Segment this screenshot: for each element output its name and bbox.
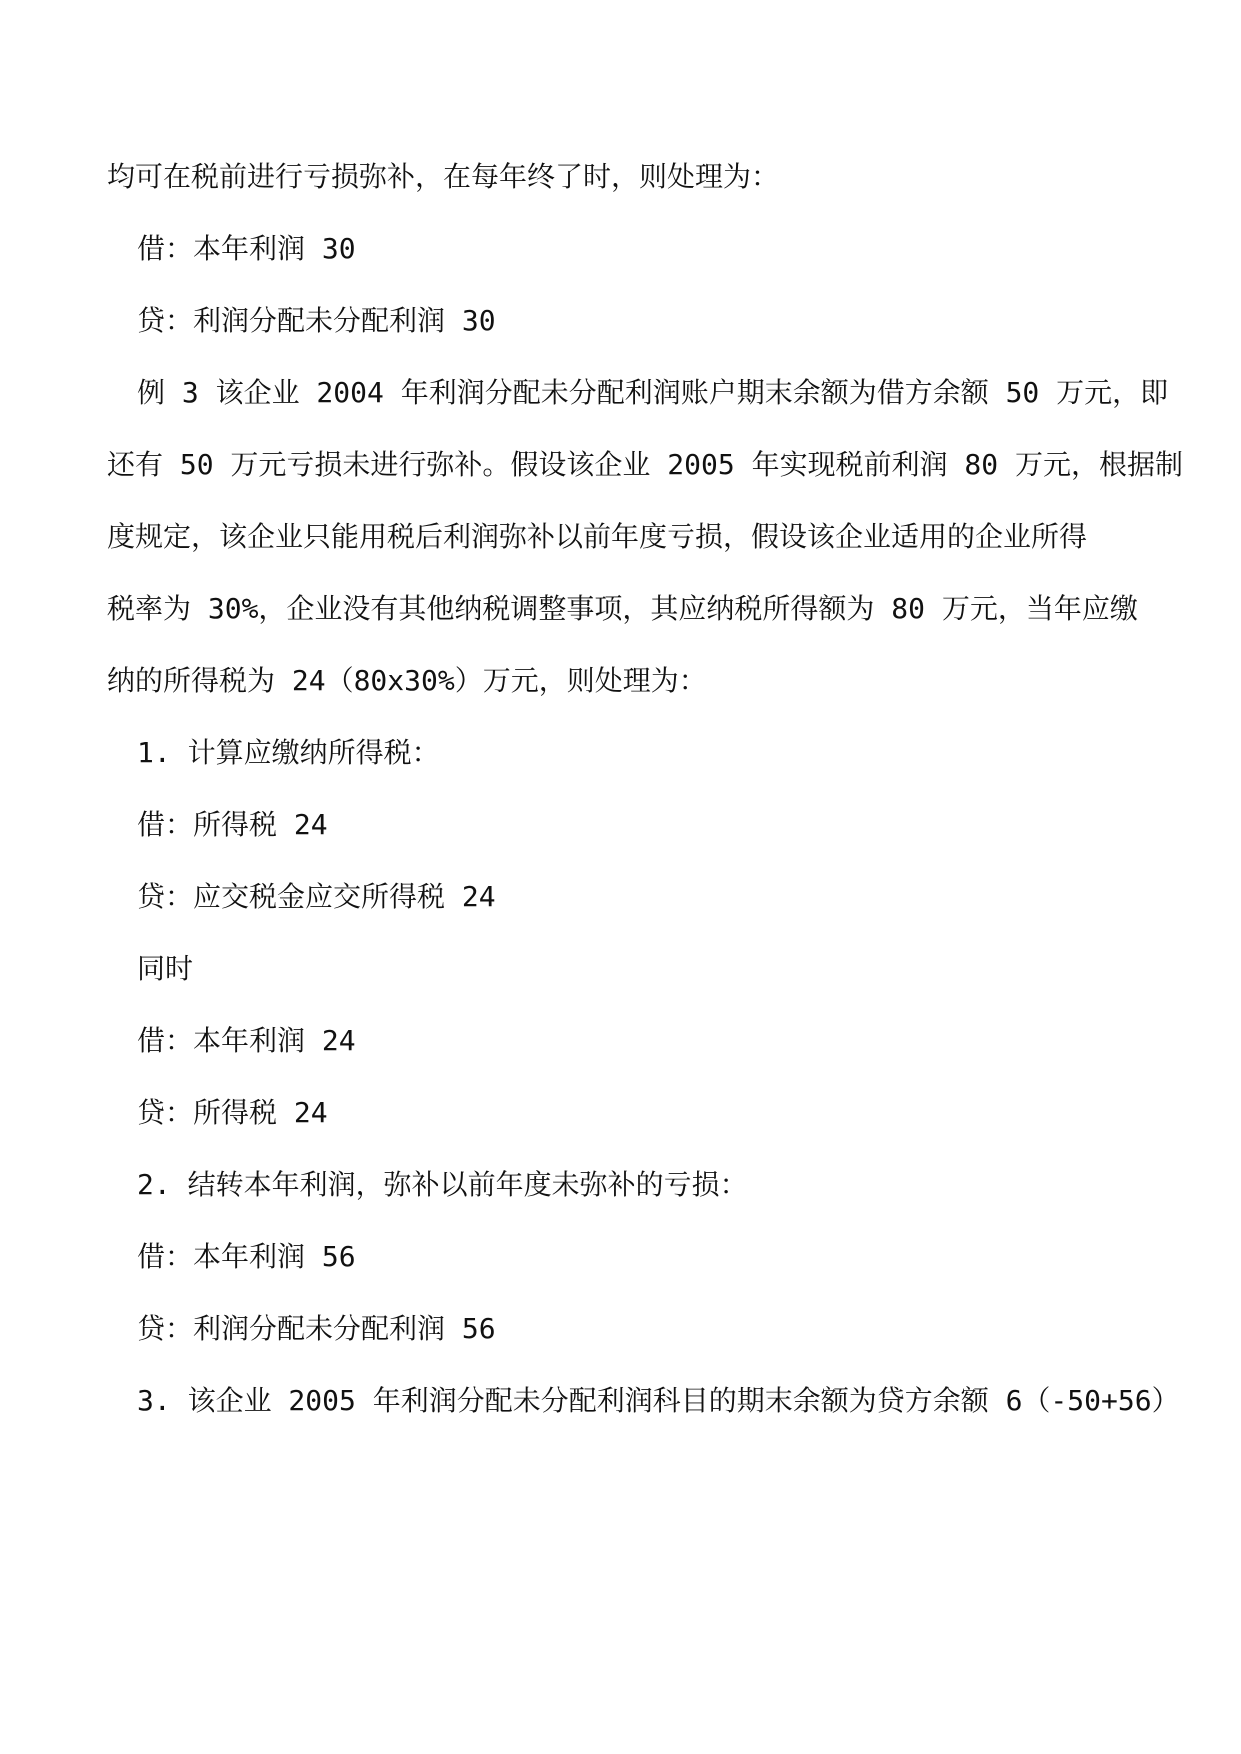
paragraph-line: 还有 50 万元亏损未进行弥补。假设该企业 2005 年实现税前利润 80 万元，根据制 (107, 448, 1184, 481)
paragraph-line: 均可在税前进行亏损弥补，在每年终了时，则处理为： (107, 160, 780, 193)
journal-entry-credit: 贷：应交税金应交所得税 24 (137, 880, 496, 913)
journal-entry-debit: 借：本年利润 56 (137, 1240, 356, 1273)
paragraph-line: 纳的所得税为 24（80x30%）万元，则处理为： (107, 664, 707, 697)
paragraph-line: 同时 (137, 952, 194, 985)
journal-entry-debit: 借：本年利润 24 (137, 1024, 356, 1057)
paragraph-line: 例 3 该企业 2004 年利润分配未分配利润账户期末余额为借方余额 50 万元，即 (137, 376, 1169, 409)
journal-entry-credit: 贷：所得税 24 (137, 1096, 328, 1129)
journal-entry-debit: 借：本年利润 30 (137, 232, 356, 265)
paragraph-line: 度规定，该企业只能用税后利润弥补以前年度亏损，假设该企业适用的企业所得 (107, 520, 1088, 553)
step-heading: 1. 计算应缴纳所得税： (137, 736, 440, 769)
step-heading: 3. 该企业 2005 年利润分配未分配利润科目的期末余额为贷方余额 6（-50+56） (137, 1384, 1180, 1417)
journal-entry-credit: 贷：利润分配未分配利润 30 (137, 304, 496, 337)
paragraph-line: 税率为 30%，企业没有其他纳税调整事项，其应纳税所得额为 80 万元，当年应缴 (107, 592, 1138, 625)
step-heading: 2. 结转本年利润，弥补以前年度未弥补的亏损： (137, 1168, 748, 1201)
journal-entry-debit: 借：所得税 24 (137, 808, 328, 841)
journal-entry-credit: 贷：利润分配未分配利润 56 (137, 1312, 496, 1345)
